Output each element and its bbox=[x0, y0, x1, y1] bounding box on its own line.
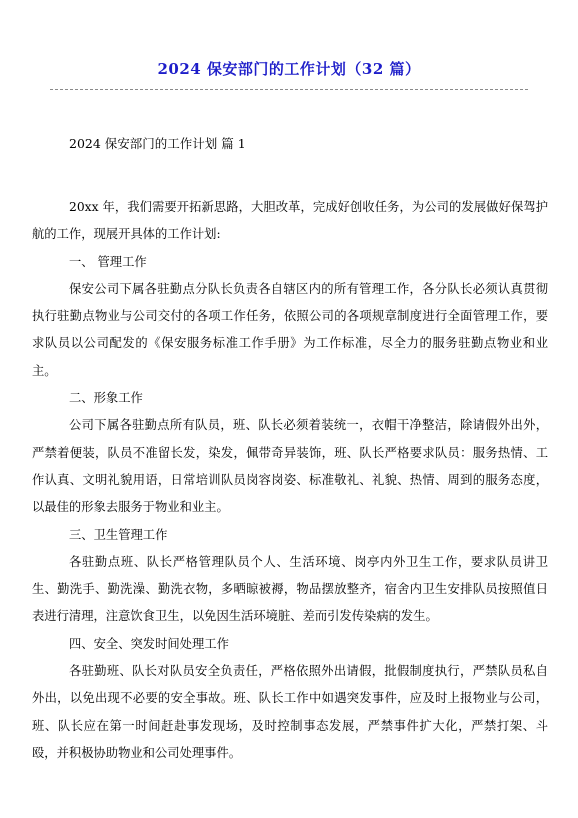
heading-image: 二、形象工作 bbox=[69, 391, 143, 406]
heading-management: 一、 管理工作 bbox=[69, 254, 147, 269]
document-body bbox=[32, 194, 548, 767]
document-title: 2024 保安部门的工作计划（32 篇） bbox=[157, 60, 421, 78]
paragraph-safety: 各驻勤班、队长对队员安全负责任，严格依照外出请假，批假制度执行，严禁队员私自外出，以免出现不必要的安全事故。班、队长工作中如遇突发事件，应及时上报物业与公司，班、队长应在第一时间赶赴事发现场，及时控制事态发展，严禁事件扩大化，严禁打架、斗殴，并积极协助物业和公司处理事件。 bbox=[32, 664, 548, 760]
heading-hygiene: 三、卫生管理工作 bbox=[69, 527, 168, 542]
heading-safety: 四、安全、突发时间处理工作 bbox=[69, 636, 229, 651]
paragraph-image: 公司下属各驻勤点所有队员，班、队长必须着装统一，衣帽干净整洁，除请假外出外，严禁着便装，队员不准留长发，染发，佩带奇异装饰，班、队长严格要求队员：服务热情、工作认真、文明礼貌用语，日常培训队员岗容岗姿、标准敬礼、礼貌、热情、周到的服务态度，以最佳的形象去服务于物业和业主。 bbox=[32, 418, 548, 515]
title-divider bbox=[50, 89, 528, 90]
section-subtitle: 2024 保安部门的工作计划 篇 1 bbox=[69, 136, 246, 151]
paragraph-management: 保安公司下属各驻勤点分队长负责各自辖区内的所有管理工作，各分队长必须认真贯彻执行驻勤点物业与公司交付的各项工作任务，依照公司的各项规章制度进行全面管理工作，要求队员以公司配发的《保安服务标准工作手册》为工作标准，尽全力的服务驻勤点物业和业主。 bbox=[32, 281, 548, 378]
paragraph-intro: 20xx 年，我们需要开拓新思路，大胆改革，完成好创收任务，为公司的发展做好保驾护航的工作，现展开具体的工作计划: bbox=[32, 200, 548, 242]
paragraph-hygiene: 各驻勤点班、队长严格管理队员个人、生活环境、岗亭内外卫生工作，要求队员讲卫生、勤洗手、勤洗澡、勤洗衣物，多晒晾被褥，物品摆放整齐，宿舍内卫生安排队员按照值日表进行清理，注意饮食卫生，以免因生活环境脏、差而引发传染病的发生。 bbox=[32, 554, 548, 624]
